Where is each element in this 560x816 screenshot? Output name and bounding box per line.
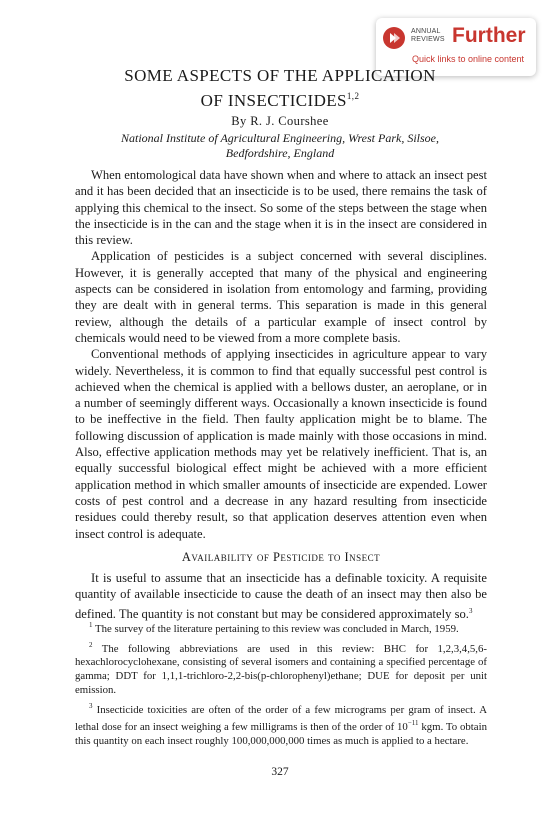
article-title-line1: SOME ASPECTS OF THE APPLICATION xyxy=(124,66,436,85)
title-footnote-refs[interactable]: 1,2 xyxy=(346,91,360,101)
section-paragraph xyxy=(75,570,487,622)
body-paragraph: Conventional methods of applying insecticides in agriculture appear to vary widely. Nevertheless, it is common to find that equally successful pest control is achieved when the chemical is applied with a bellows duster, an aeroplane, or in a number of seemingly different ways. Occasionally a known insecticide is found to be ineffective in the field. Then faulty application might be to blame. The following discussion of application is made mainly with those occasions in mind. Also, effective application methods may yet be relatively inefficient. That is, an equally successful biological effect might be achieved with a more efficient application method in which smaller amounts of insecticide are expended. Lower costs of pest control and a decrease in any hazard resulting from insecticide residues could thereby result, so that application deserves attention even when insect control is adequate. xyxy=(75,347,487,541)
page-number: 327 xyxy=(271,766,289,778)
footnote-1 xyxy=(75,619,487,637)
section-paragraph-text: It is useful to assume that an insecticide has a definable toxicity. A requisite quantity of available insecticide to cause the death of an insect may then also be defined. The quantity is not constant but may be considered approximately so. xyxy=(75,571,487,621)
footnote-text: Insecticide toxicities are often of the order of a few micrograms per gram of insect. A lethal dose for an insect weighing a few milligrams is then of the order of 10 xyxy=(75,703,487,734)
title-text: OF INSECTICIDES xyxy=(200,91,347,110)
footnote-text: The survey of the literature pertaining to this review was concluded in March, 1959. xyxy=(95,623,459,635)
footnote-text-end: kgm. To obtain this quantity on each insect roughly 100,000,000,000 times as much is applied to a hectare. xyxy=(75,721,487,747)
body-paragraph: Application of pesticides is a subject concerned with several disciplines. However, it is generally accepted that many of the physical and engineering aspects can be considered in isolation from entomology and farming, providing they are dealt with in general terms. This separation is made in this general review, although the details of a particular example of insect control by chemicals would need to be viewed from a more complete basis. xyxy=(75,249,487,345)
footnotes xyxy=(75,619,487,751)
footnote-number: 1 xyxy=(89,621,93,629)
footnote-number: 2 xyxy=(89,640,93,649)
body-paragraph: When entomological data have shown when and where to attack an insect pest and it has been decided that an insecticide is to be used, there remains the task of applying this chemical to the insect. So some of the steps between the stage when the insecticide is in the can and the stage when it is in the insect are considered in this review. xyxy=(75,168,487,248)
author-byline: By R. J. Courshee xyxy=(231,114,329,128)
article-title-line2 xyxy=(0,86,560,111)
affiliation-line2: Bedfordshire, England xyxy=(225,146,335,160)
badge-subtitle[interactable]: Quick links to online content xyxy=(412,54,525,64)
footnote-text: The following abbreviations are used in this review: BHC for 1,2,3,4,5,6-hexachlorocyclohexane, consisting of several isomers and containing a specified percentage of gamma; DDT for 1,1,1-trichloro-2,2-bis(p-chlorophenyl)ethane; DUE for deposit per unit emission. xyxy=(75,642,487,696)
section-heading: Availability of Pesticide to Insect xyxy=(181,549,381,564)
footnote-3 xyxy=(75,700,487,749)
footnote-number: 3 xyxy=(89,701,93,710)
badge-brand: Further xyxy=(452,24,526,47)
article-body xyxy=(75,167,487,622)
footnote-exponent: −11 xyxy=(407,719,419,728)
footnote-ref-3[interactable]: 3 xyxy=(468,606,473,615)
author-affiliation xyxy=(80,131,480,161)
footnote-2 xyxy=(75,639,487,698)
further-arrow-icon xyxy=(383,27,405,49)
badge-publisher: ANNUAL REVIEWS xyxy=(411,28,445,43)
affiliation-line1: National Institute of Agricultural Engineering, Wrest Park, Silsoe, xyxy=(121,131,439,145)
